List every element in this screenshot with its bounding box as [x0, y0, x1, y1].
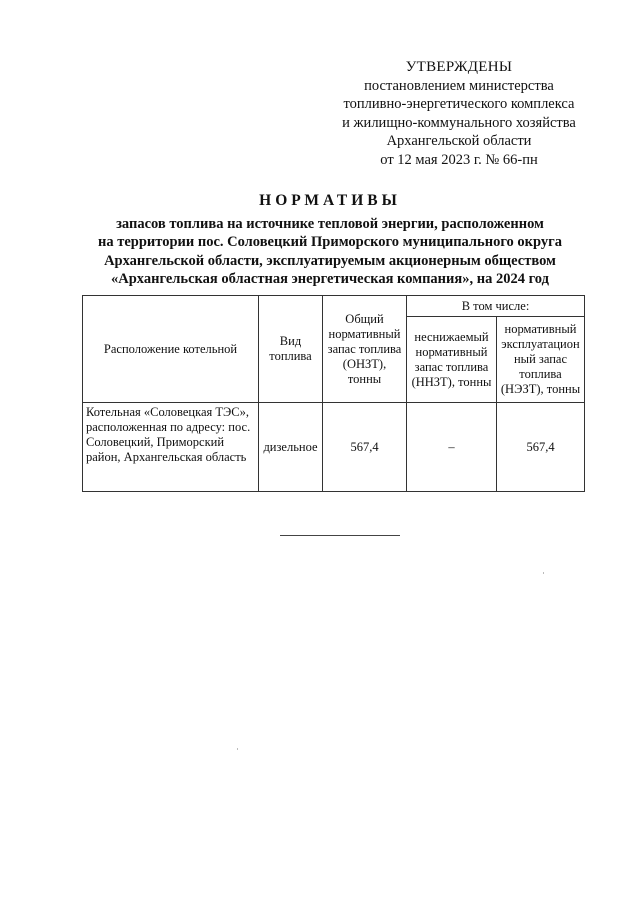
- table-header-row-1: [83, 296, 585, 317]
- approval-stamp-block: [300, 58, 618, 169]
- cell-nnzt: –: [407, 403, 497, 492]
- title-line-1: запасов топлива на источнике тепловой энергии, расположенном: [116, 215, 544, 232]
- cell-fuel-type: дизельное: [259, 403, 323, 492]
- cell-nezt: 567,4: [497, 403, 585, 492]
- header-total-reserve: Общий нормативный запас топлива (ОНЗТ), тонны: [323, 296, 407, 403]
- title-line-4: «Архангельская областная энергетическая компания», на 2024 год: [111, 271, 549, 287]
- document-title: [60, 192, 600, 289]
- title-line-2: на территории пос. Соловецкий Приморского муниципального округа: [98, 234, 562, 250]
- header-nezt: нормативный эксплуатацион ный запас топлива (НЭЗТ), тонны: [497, 317, 585, 403]
- cell-total: 567,4: [323, 403, 407, 492]
- approved-line-3: и жилищно-коммунального хозяйства: [342, 114, 576, 131]
- approved-line-1: постановлением министерства: [364, 77, 554, 94]
- approved-line-5: от 12 мая 2023 г. № 66-пн: [380, 151, 538, 168]
- scan-speck: [543, 572, 544, 574]
- scan-speck: [237, 748, 238, 750]
- closing-underline: [280, 535, 400, 536]
- header-location: Расположение котельной: [83, 296, 259, 403]
- table-row: [83, 403, 585, 492]
- title-line-3: Архангельской области, эксплуатируемым акционерным обществом: [104, 252, 556, 269]
- norms-table: [82, 295, 585, 492]
- header-including: В том числе:: [407, 296, 585, 317]
- cell-location: Котельная «Соловецкая ТЭС», расположенная по адресу: пос. Соловецкий, Приморский район, Архангельская область: [83, 403, 259, 492]
- approved-line-4: Архангельской области: [386, 133, 532, 149]
- header-fuel-type: Вид топлива: [259, 296, 323, 403]
- header-nnzt: неснижаемый нормативный запас топлива (ННЗТ), тонны: [407, 317, 497, 403]
- title-main: НОРМАТИВЫ: [259, 192, 401, 209]
- approved-heading: УТВЕРЖДЕНЫ: [405, 59, 513, 75]
- approved-line-2: топливно-энергетического комплекса: [343, 96, 575, 112]
